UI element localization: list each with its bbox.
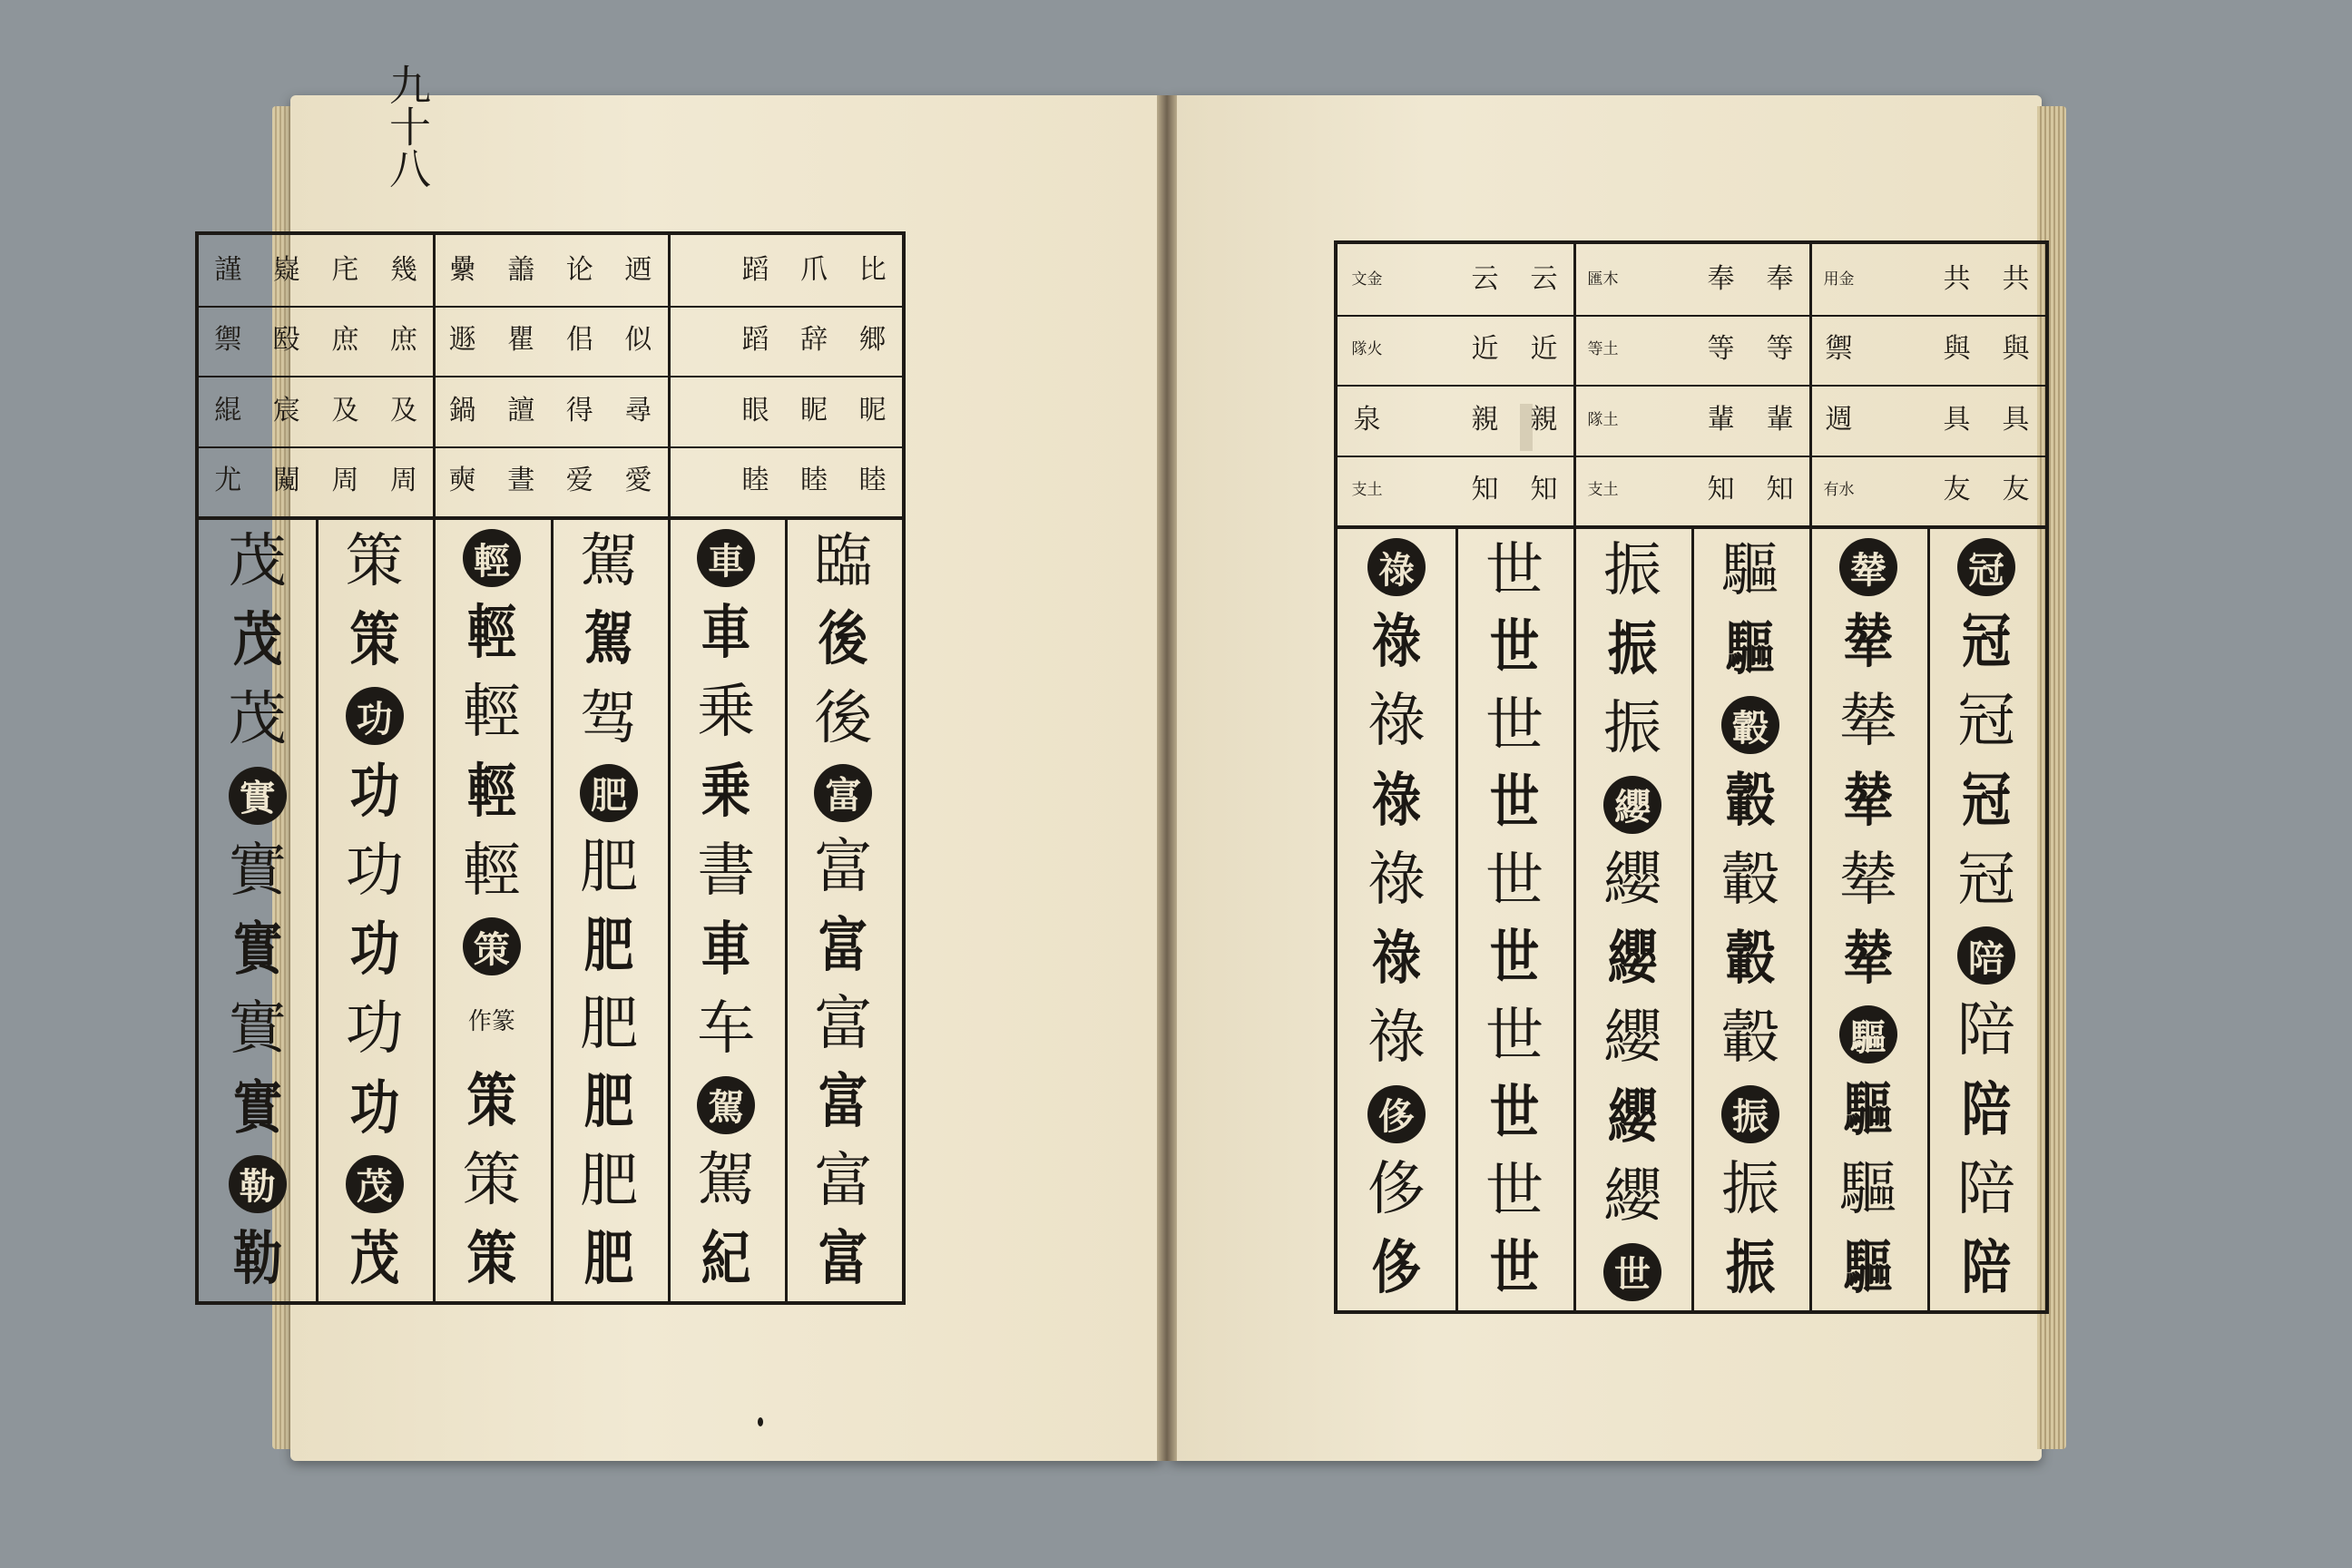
glyph-variant: 振 <box>1607 615 1658 684</box>
header-divider <box>1573 244 1576 525</box>
glyph-variant: 世 <box>1485 1157 1544 1225</box>
glyph-variant: 辇 <box>1843 608 1894 677</box>
glyph-variant: 驅 <box>1839 1155 1897 1223</box>
header-char: 親 <box>1530 403 1558 436</box>
glyph-variant: 冠 <box>1961 608 2012 677</box>
glyph-variant: 富 <box>814 990 873 1058</box>
header-char: 殹 <box>272 324 300 357</box>
glyph-variant: 驅 <box>1725 615 1776 684</box>
glyph-variant: 功 <box>349 1073 399 1142</box>
glyph-variant: 茂 <box>232 606 282 675</box>
column-divider <box>551 520 554 1301</box>
header-char: 與 <box>1943 333 1971 366</box>
glyph-column <box>1945 538 2027 1301</box>
glyph-variant: 肥 <box>580 990 639 1058</box>
header-column <box>854 235 892 516</box>
glyph-variant: 後 <box>814 684 873 752</box>
header-group <box>668 235 902 516</box>
header-column <box>1348 244 1387 525</box>
header-char: 云 <box>1530 262 1558 295</box>
header-column <box>1407 244 1446 525</box>
glyph-variant: 轂 <box>1721 1004 1779 1073</box>
glyph-column <box>1710 538 1791 1301</box>
glyph-variant: 乗 <box>701 757 751 826</box>
glyph-variant: 實 <box>232 1073 282 1142</box>
glyph-column <box>217 529 299 1292</box>
header-char: 鍋 <box>448 394 476 426</box>
header-char: 知 <box>1471 474 1499 506</box>
entry-mark: 轂 <box>1721 696 1779 754</box>
glyph-variant: 策 <box>349 606 399 675</box>
header-char: 共 <box>2002 262 2030 295</box>
glyph-variant: 富 <box>818 1068 868 1137</box>
header-char: 謹 <box>214 253 242 286</box>
header-divider <box>1809 244 1812 525</box>
entry-mark: 富 <box>814 764 872 822</box>
glyph-variant: 策 <box>466 1224 517 1293</box>
header-char: 爪 <box>800 253 828 286</box>
header-char: 闚 <box>272 465 300 497</box>
glyph-variant: 策 <box>462 1146 521 1214</box>
glyph-variant: 世 <box>1489 769 1540 838</box>
glyph-variant: 世 <box>1485 691 1544 760</box>
entry-mark: 肥 <box>580 764 638 822</box>
glyph-variant: 策 <box>466 1066 517 1135</box>
page-number: 九十八 <box>383 64 432 189</box>
glyph-variant: 世 <box>1489 613 1540 682</box>
header-column <box>795 235 833 516</box>
glyph-variant: 肥 <box>580 1147 639 1215</box>
entry-mark: 駕 <box>697 1076 755 1134</box>
glyph-variant: 實 <box>232 916 282 985</box>
glyph-variant: 茂 <box>349 1224 399 1293</box>
glyph-variant: 世 <box>1489 1233 1540 1302</box>
glyph-variant: 辇 <box>1839 688 1897 756</box>
glyph-variant: 祿 <box>1367 846 1426 914</box>
glyph-column <box>1474 538 1555 1301</box>
header-char: 辞 <box>800 324 828 357</box>
glyph-variant: 策 <box>345 528 404 595</box>
glyph-variant: 振 <box>1603 537 1661 604</box>
glyph-variant: 功 <box>349 757 399 826</box>
header-column <box>1938 244 1976 525</box>
entry-mark: 策 <box>463 917 521 975</box>
header-char: 輩 <box>1766 403 1794 436</box>
header-column <box>326 235 364 516</box>
header-char: 迺 <box>624 253 652 286</box>
glyph-column <box>568 529 650 1292</box>
header-char: 及 <box>390 394 418 426</box>
header-char: 禦 <box>1825 333 1853 366</box>
right-glyph-body <box>1338 529 2045 1310</box>
glyph-variant: 纓 <box>1607 1083 1658 1152</box>
glyph-variant: 轂 <box>1725 925 1776 994</box>
left-glyph-body <box>199 520 902 1301</box>
entry-mark: 冠 <box>1957 538 2015 596</box>
header-column <box>737 235 775 516</box>
header-char: 與 <box>2002 333 2030 366</box>
glyph-variant: 實 <box>228 837 287 905</box>
entry-mark: 茂 <box>346 1155 404 1213</box>
glyph-variant: 冠 <box>1957 688 2015 756</box>
header-char: 郷 <box>858 324 887 357</box>
glyph-variant: 世 <box>1485 847 1544 915</box>
glyph-variant: 作篆 <box>467 1008 515 1036</box>
header-char: 用金 <box>1823 270 1855 289</box>
entry-mark: 驅 <box>1839 1005 1897 1063</box>
header-char: 比 <box>858 253 887 286</box>
header-char: 爱 <box>565 465 593 497</box>
header-char: 尋 <box>624 394 652 426</box>
header-group <box>1573 244 1809 525</box>
column-divider <box>1691 529 1694 1310</box>
entry-mark: 辇 <box>1839 538 1897 596</box>
header-column <box>678 235 716 516</box>
header-char: 等 <box>1707 333 1735 366</box>
glyph-variant: 驅 <box>1843 1233 1894 1302</box>
glyph-variant: 轂 <box>1721 846 1779 914</box>
header-char: 尤 <box>214 465 242 497</box>
header-char: 周 <box>331 465 359 497</box>
header-char: 幾 <box>390 253 418 286</box>
header-char: 支土 <box>1351 481 1383 500</box>
glyph-variant: 陪 <box>1961 1075 2012 1144</box>
header-char: 近 <box>1530 333 1558 366</box>
glyph-variant: 辇 <box>1839 846 1897 914</box>
header-char: 譠 <box>507 394 535 426</box>
header-group <box>433 235 667 516</box>
header-char: 睦 <box>858 465 887 497</box>
header-column <box>619 235 657 516</box>
glyph-variant: 輕 <box>466 599 517 668</box>
header-char: 有水 <box>1823 481 1855 500</box>
header-char: 及 <box>331 394 359 426</box>
glyph-column <box>1592 538 1673 1301</box>
header-char: 庶 <box>390 324 418 357</box>
glyph-variant: 侈 <box>1371 1233 1422 1302</box>
header-group <box>1338 244 1573 525</box>
glyph-variant: 祿 <box>1367 688 1426 756</box>
glyph-column <box>1356 538 1437 1301</box>
header-char: 等 <box>1766 333 1794 366</box>
header-char: 禦 <box>214 324 242 357</box>
header-char: 似 <box>624 324 652 357</box>
glyph-variant: 振 <box>1721 1155 1779 1223</box>
glyph-variant: 祿 <box>1371 766 1422 835</box>
entry-mark: 輕 <box>463 529 521 587</box>
ink-speck <box>758 1417 763 1426</box>
header-char: 具 <box>1943 403 1971 436</box>
glyph-variant: 振 <box>1603 695 1661 763</box>
left-table <box>195 231 906 1305</box>
column-divider <box>785 520 788 1301</box>
glyph-variant: 功 <box>345 995 404 1063</box>
entry-mark: 陪 <box>1957 926 2015 985</box>
glyph-variant: 富 <box>818 911 868 980</box>
header-char: 纍 <box>448 253 476 286</box>
glyph-variant: 功 <box>345 837 404 905</box>
glyph-variant: 车 <box>697 995 756 1063</box>
header-char: 譱 <box>507 253 535 286</box>
glyph-variant: 駕 <box>580 528 639 595</box>
header-char: 友 <box>1943 474 1971 506</box>
glyph-variant: 驅 <box>1843 1075 1894 1144</box>
glyph-variant: 肥 <box>583 1224 634 1293</box>
header-column <box>1702 244 1740 525</box>
header-char: 眤 <box>800 394 828 426</box>
entry-mark: 振 <box>1721 1085 1779 1143</box>
header-char: 愛 <box>624 465 652 497</box>
glyph-variant: 陪 <box>1957 997 2015 1065</box>
header-char: 緄 <box>214 394 242 426</box>
glyph-variant: 世 <box>1489 1079 1540 1148</box>
glyph-variant: 世 <box>1485 537 1544 604</box>
header-char: 匯木 <box>1587 270 1619 289</box>
header-char: 云 <box>1471 262 1499 295</box>
column-divider <box>316 520 318 1301</box>
book-gutter <box>1157 95 1177 1461</box>
glyph-variant: 肥 <box>580 834 639 902</box>
header-column <box>209 235 247 516</box>
glyph-variant: 祿 <box>1371 925 1422 994</box>
glyph-variant: 冠 <box>1957 846 2015 914</box>
glyph-variant: 世 <box>1489 924 1540 993</box>
header-char: 親 <box>1471 403 1499 436</box>
header-char: 昵 <box>858 394 887 426</box>
header-column <box>1997 244 2035 525</box>
glyph-variant: 辇 <box>1843 766 1894 835</box>
header-char: 週 <box>1825 403 1853 436</box>
header-char: 㡯 <box>331 253 359 286</box>
glyph-variant: 車 <box>701 599 751 668</box>
column-divider <box>1809 529 1812 1310</box>
glyph-variant: 輕 <box>462 837 521 905</box>
header-char: 友 <box>2002 474 2030 506</box>
column-divider <box>1455 529 1458 1310</box>
glyph-variant: 祿 <box>1371 608 1422 677</box>
glyph-variant: 侈 <box>1367 1155 1426 1223</box>
glyph-variant: 富 <box>814 1147 873 1215</box>
glyph-variant: 驾 <box>580 684 639 752</box>
column-divider <box>433 520 436 1301</box>
glyph-variant: 駕 <box>697 1146 756 1214</box>
glyph-variant: 書 <box>697 837 756 905</box>
header-char: 遯 <box>448 324 476 357</box>
header-char: 嶷 <box>272 253 300 286</box>
header-char: 周 <box>390 465 418 497</box>
glyph-variant: 祿 <box>1367 1004 1426 1073</box>
glyph-column <box>802 529 884 1292</box>
header-column <box>1643 244 1681 525</box>
header-column <box>1584 244 1622 525</box>
header-char: 蹈 <box>741 324 769 357</box>
glyph-variant: 乗 <box>697 679 756 747</box>
header-column <box>1761 244 1799 525</box>
glyph-variant: 纓 <box>1603 846 1661 914</box>
glyph-variant: 肥 <box>583 1068 634 1137</box>
header-char: 泉 <box>1353 403 1381 436</box>
header-column <box>444 235 482 516</box>
entry-mark: 纓 <box>1603 776 1661 834</box>
header-char: 佀 <box>565 324 593 357</box>
header-char: 共 <box>1943 262 1971 295</box>
glyph-variant: 肥 <box>583 911 634 980</box>
header-char: 隊火 <box>1351 340 1383 359</box>
entry-mark: 實 <box>229 767 287 825</box>
glyph-variant: 功 <box>349 916 399 985</box>
header-divider <box>668 235 671 516</box>
header-group <box>199 235 433 516</box>
glyph-variant: 纓 <box>1607 925 1658 994</box>
header-char: 奉 <box>1707 262 1735 295</box>
glyph-variant: 輕 <box>466 757 517 826</box>
header-char: 睦 <box>800 465 828 497</box>
header-char: 宸 <box>272 394 300 426</box>
entry-mark: 世 <box>1603 1243 1661 1301</box>
header-char: 庶 <box>331 324 359 357</box>
entry-mark: 勒 <box>229 1155 287 1213</box>
header-column <box>502 235 540 516</box>
glyph-column <box>685 529 767 1292</box>
header-column <box>385 235 423 516</box>
glyph-variant: 駕 <box>583 605 634 674</box>
header-char: 知 <box>1530 474 1558 506</box>
column-divider <box>1927 529 1930 1310</box>
header-char: 睦 <box>741 465 769 497</box>
glyph-variant: 茂 <box>228 528 287 595</box>
glyph-variant: 紀 <box>701 1224 751 1293</box>
left-header <box>199 235 902 520</box>
header-char: 知 <box>1766 474 1794 506</box>
header-group <box>1809 244 2045 525</box>
glyph-variant: 纓 <box>1603 1004 1661 1073</box>
glyph-variant: 冠 <box>1961 766 2012 835</box>
header-char: 文金 <box>1351 270 1383 289</box>
entry-mark: 功 <box>346 687 404 745</box>
glyph-variant: 陪 <box>1961 1233 2012 1302</box>
glyph-variant: 辇 <box>1843 925 1894 994</box>
entry-mark: 侈 <box>1367 1085 1426 1143</box>
glyph-variant: 振 <box>1725 1233 1776 1302</box>
column-divider <box>668 520 671 1301</box>
glyph-column <box>451 529 533 1292</box>
header-char: 论 <box>565 253 593 286</box>
header-char: 蹈 <box>741 253 769 286</box>
glyph-variant: 陪 <box>1957 1155 2015 1223</box>
glyph-column <box>1828 538 1909 1301</box>
glyph-variant: 驅 <box>1721 537 1779 604</box>
entry-mark: 祿 <box>1367 538 1426 596</box>
header-char: 等土 <box>1587 340 1619 359</box>
header-char: 晝 <box>507 465 535 497</box>
column-divider <box>1573 529 1576 1310</box>
header-column <box>561 235 599 516</box>
glyph-variant: 茂 <box>228 686 287 754</box>
header-column <box>1879 244 1917 525</box>
header-char: 奭 <box>448 465 476 497</box>
header-char: 支土 <box>1587 481 1619 500</box>
glyph-variant: 富 <box>814 834 873 902</box>
header-char: 具 <box>2002 403 2030 436</box>
glyph-variant: 勒 <box>232 1224 282 1293</box>
header-char: 輩 <box>1707 403 1735 436</box>
header-column <box>1820 244 1858 525</box>
header-char: 眼 <box>741 394 769 426</box>
header-column <box>1466 244 1504 525</box>
glyph-variant: 車 <box>701 916 751 985</box>
glyph-variant: 轂 <box>1725 766 1776 835</box>
header-column <box>268 235 306 516</box>
glyph-variant: 世 <box>1485 1002 1544 1070</box>
header-char: 瞿 <box>507 324 535 357</box>
header-char: 得 <box>565 394 593 426</box>
glyph-variant: 臨 <box>814 528 873 595</box>
glyph-variant: 後 <box>818 605 868 674</box>
right-table <box>1334 240 2049 1314</box>
header-char: 近 <box>1471 333 1499 366</box>
glyph-variant: 輕 <box>462 679 521 747</box>
entry-mark: 車 <box>697 529 755 587</box>
glyph-column <box>334 529 416 1292</box>
header-char: 知 <box>1707 474 1735 506</box>
header-divider <box>433 235 436 516</box>
header-char: 隊土 <box>1587 410 1619 429</box>
glyph-variant: 富 <box>818 1224 868 1293</box>
header-char: 奉 <box>1766 262 1794 295</box>
right-header <box>1338 244 2045 529</box>
glyph-variant: 實 <box>228 995 287 1063</box>
glyph-variant: 纓 <box>1603 1162 1661 1230</box>
header-column <box>1525 244 1563 525</box>
